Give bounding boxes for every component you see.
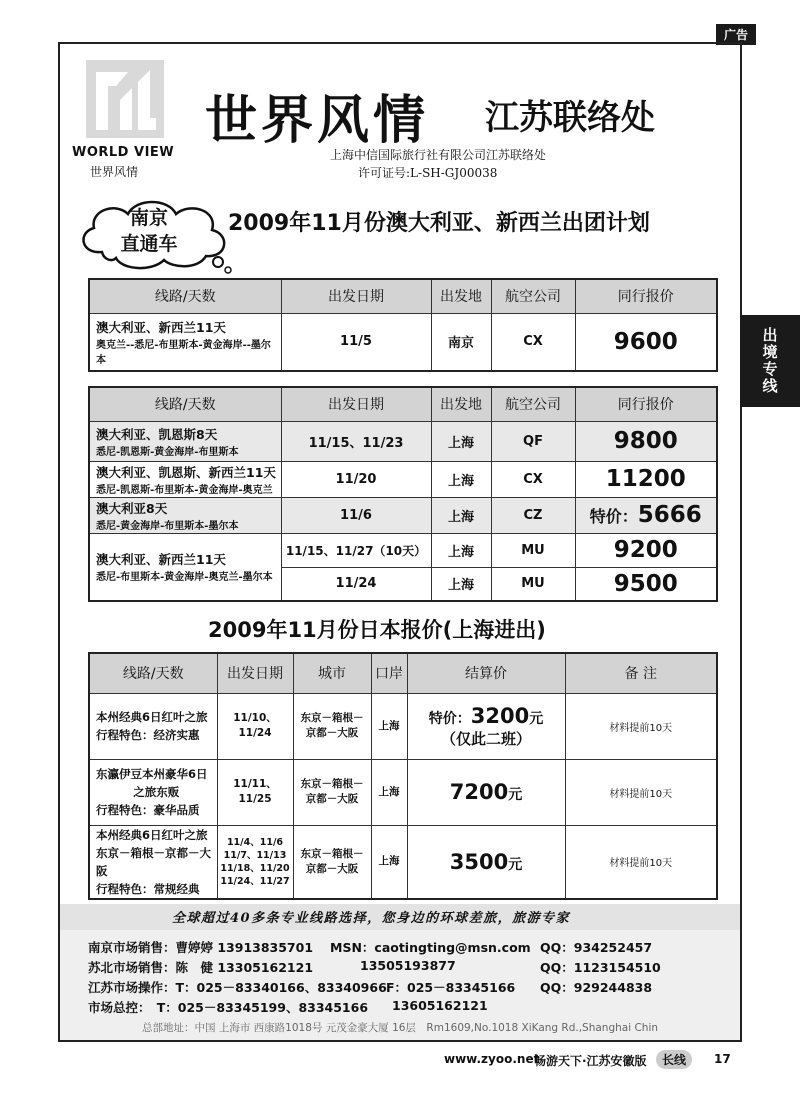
city-cell xyxy=(293,759,371,825)
contact-subei-qq: QQ：1123154510 xyxy=(540,960,661,975)
route-cell xyxy=(89,759,217,825)
col-airline: 航空公司 xyxy=(491,387,575,421)
from-cell: 上海 xyxy=(431,533,491,567)
logo-english: WORLD VIEW xyxy=(72,145,175,160)
table-row xyxy=(89,759,717,825)
brand-title: 世界风情 xyxy=(205,90,430,151)
aus-table-1 xyxy=(88,278,718,372)
contact-chief: 市场总控： T：025－83345199、83345166 xyxy=(88,1000,369,1015)
logo-chinese: 世界风情 xyxy=(90,165,139,179)
col-airline: 航空公司 xyxy=(491,279,575,313)
price-value: 7200 xyxy=(449,780,509,804)
route-name: 本州经典6日红叶之旅 xyxy=(96,827,208,842)
date-cell: 11/15、11/23 xyxy=(281,421,431,461)
route-name-cont: 之旅东贩 xyxy=(133,785,180,799)
airline-cell: CX xyxy=(491,313,575,371)
city-line: 京都－大阪 xyxy=(305,793,359,805)
date-line: 11/7、11/13 xyxy=(223,849,287,861)
route-cell xyxy=(89,533,281,601)
table-row xyxy=(89,461,717,497)
route-cell xyxy=(89,461,281,497)
port-cell: 上海 xyxy=(371,693,407,759)
route-name: 澳大利亚、新西兰11天 xyxy=(96,319,226,335)
date-line: 11/4、11/6 xyxy=(226,836,284,848)
date-line: 11/11、 xyxy=(233,778,277,790)
agency-name: 上海中信国际旅行社有限公司江苏联络处 xyxy=(330,148,547,162)
col-price: 同行报价 xyxy=(575,279,717,313)
col-price: 同行报价 xyxy=(575,387,717,421)
route-name: 本州经典6日红叶之旅 xyxy=(96,710,208,724)
date-line: 11/10、 xyxy=(233,712,277,724)
date-cell: 11/6 xyxy=(281,497,431,533)
special-price-label: 特价： xyxy=(589,507,638,526)
route-name: 澳大利亚、凯恩斯8天 xyxy=(96,426,218,442)
price-cell xyxy=(407,825,565,899)
route-cell xyxy=(89,497,281,533)
date-line: 11/24、11/27 xyxy=(220,875,290,887)
col-route: 线路/天数 xyxy=(89,279,281,313)
date-line: 11/18、11/20 xyxy=(220,862,290,874)
city-line: 京都－大阪 xyxy=(305,862,359,875)
contact-subei: 苏北市场销售：陈 健 13305162121 xyxy=(88,960,314,975)
date-cell: 11/15、11/27（10天） xyxy=(281,533,431,567)
port-cell: 上海 xyxy=(371,825,407,899)
aus-table-2 xyxy=(88,386,718,602)
contact-jiangsu-qq: QQ：929244838 xyxy=(540,980,653,995)
table-row xyxy=(89,421,717,461)
contact-chief-phone2: 13605162121 xyxy=(392,998,488,1013)
date-cell xyxy=(217,759,293,825)
table-row xyxy=(89,693,717,759)
date-cell: 11/20 xyxy=(281,461,431,497)
date-cell: 11/24 xyxy=(281,567,431,601)
page-number: 17 xyxy=(714,1052,731,1066)
route-name-cont: 东京－箱根－京都－大阪 xyxy=(96,845,211,878)
date-cell: 11/5 xyxy=(281,313,431,371)
price-unit: 元 xyxy=(508,856,523,873)
badge-line1: 南京 xyxy=(129,207,168,229)
port-cell: 上海 xyxy=(371,759,407,825)
japan-section-title: 2009年11月份日本报价(上海进出) xyxy=(208,618,546,642)
notes-cell: 材料提前10天 xyxy=(565,759,717,825)
date-cell xyxy=(217,825,293,899)
date-line: 11/25 xyxy=(238,793,272,805)
price-value: 3500 xyxy=(449,849,509,874)
date-cell xyxy=(217,693,293,759)
ad-tag: 广告 xyxy=(716,24,756,45)
price-cell: 11200 xyxy=(575,461,717,497)
city-line: 京都－大阪 xyxy=(305,727,359,739)
contact-nanjing-qq: QQ：934252457 xyxy=(540,940,653,955)
airline-cell: MU xyxy=(491,533,575,567)
notes-cell: 材料提前10天 xyxy=(565,693,717,759)
city-line: 东京－箱根－ xyxy=(300,778,364,790)
col-date: 出发日期 xyxy=(217,653,293,693)
col-route: 线路/天数 xyxy=(89,653,217,693)
route-cell xyxy=(89,421,281,461)
table-row xyxy=(89,497,717,533)
route-cell xyxy=(89,825,217,899)
price-cell xyxy=(575,497,717,533)
footer-line-badge: 长线 xyxy=(656,1050,692,1069)
footer-publication: 畅游天下·江苏安徽版 xyxy=(534,1054,647,1068)
table-row xyxy=(89,533,717,567)
route-via: 悉尼-凯恩斯-布里斯本-黄金海岸-奥克兰 xyxy=(96,484,273,496)
route-name: 澳大利亚8天 xyxy=(96,500,168,516)
route-cell xyxy=(89,313,281,371)
side-tab-outbound: 出境专线 xyxy=(740,315,800,407)
city-cell xyxy=(293,693,371,759)
price-unit: 元 xyxy=(508,787,523,803)
slogan: 全球超过40多条专业线路选择，您身边的环球差旅，旅游专家 xyxy=(172,911,571,926)
route-via: 悉尼-凯恩斯-黄金海岸-布里斯本 xyxy=(96,446,239,458)
route-name: 澳大利亚、新西兰11天 xyxy=(96,552,226,568)
col-from: 出发地 xyxy=(431,387,491,421)
contact-nanjing-msn: MSN：caotingting@msn.com xyxy=(330,940,531,955)
table-row xyxy=(89,825,717,899)
price-cell: 9800 xyxy=(575,421,717,461)
from-cell: 南京 xyxy=(431,313,491,371)
airline-cell: CZ xyxy=(491,497,575,533)
world-view-logo-icon xyxy=(86,60,164,138)
price-cell: 9600 xyxy=(575,313,717,371)
price-note: （仅此二班） xyxy=(440,729,531,748)
date-line: 11/24 xyxy=(238,727,272,739)
route-feature: 行程特色：豪华品质 xyxy=(96,803,200,817)
from-cell: 上海 xyxy=(431,497,491,533)
price-value: 3200 xyxy=(470,703,530,728)
badge-line2: 直通车 xyxy=(120,233,178,255)
from-cell: 上海 xyxy=(431,461,491,497)
footer-website[interactable]: www.zyoo.net xyxy=(444,1052,540,1066)
route-name: 东瀛伊豆本州豪华6日 xyxy=(96,767,208,781)
price-cell xyxy=(407,693,565,759)
airline-cell: MU xyxy=(491,567,575,601)
price-cell xyxy=(407,759,565,825)
notes-cell: 材料提前10天 xyxy=(565,825,717,899)
col-date: 出发日期 xyxy=(281,387,431,421)
table-row xyxy=(89,313,717,371)
from-cell: 上海 xyxy=(431,421,491,461)
city-line: 东京－箱根－ xyxy=(300,847,364,860)
city-cell xyxy=(293,825,371,899)
airline-cell: CX xyxy=(491,461,575,497)
col-route: 线路/天数 xyxy=(89,387,281,421)
price-value: 5666 xyxy=(637,502,702,528)
contact-nanjing: 南京市场销售：曹婷婷 13913835701 xyxy=(88,940,314,955)
route-via: 悉尼-黄金海岸-布里斯本-墨尔本 xyxy=(96,520,239,532)
price-unit: 元 xyxy=(529,710,544,727)
special-price-label: 特价： xyxy=(428,710,471,727)
col-date: 出发日期 xyxy=(281,279,431,313)
hq-address: 总部地址：中国 上海市 西康路1018号 元茂金豪大厦 16层 Rm1609,No.1018 XiKang Rd.,Shanghai Chin xyxy=(142,1022,659,1034)
route-cell xyxy=(89,693,217,759)
col-settle-price: 结算价 xyxy=(407,653,565,693)
brand-office: 江苏联络处 xyxy=(485,98,655,138)
japan-table xyxy=(88,652,718,900)
from-cell: 上海 xyxy=(431,567,491,601)
contact-jiangsu-fax: F：025－83345166 xyxy=(386,980,516,995)
col-notes: 备 注 xyxy=(565,653,717,693)
aus-section-title: 2009年11月份澳大利亚、新西兰出团计划 xyxy=(228,211,650,236)
route-name: 澳大利亚、凯恩斯、新西兰11天 xyxy=(96,464,276,480)
city-line: 东京－箱根－ xyxy=(300,712,364,724)
airline-cell: QF xyxy=(491,421,575,461)
license-number: 许可证号:L-SH-GJ00038 xyxy=(358,166,498,180)
col-from: 出发地 xyxy=(431,279,491,313)
route-via: 奥克兰--悉尼-布里斯本-黄金海岸--墨尔本 xyxy=(96,339,271,366)
route-via: 悉尼-布里斯本-黄金海岸-奥克兰-墨尔本 xyxy=(96,572,273,584)
price-cell: 9500 xyxy=(575,567,717,601)
price-cell: 9200 xyxy=(575,533,717,567)
route-feature: 行程特色：常规经典 xyxy=(96,881,200,896)
col-port: 口岸 xyxy=(371,653,407,693)
contact-jiangsu: 江苏市场操作：T：025－83340166、83340966 xyxy=(88,980,387,995)
col-city: 城市 xyxy=(293,653,371,693)
route-feature: 行程特色：经济实惠 xyxy=(96,728,200,742)
contact-subei-phone2: 13505193877 xyxy=(360,958,456,973)
